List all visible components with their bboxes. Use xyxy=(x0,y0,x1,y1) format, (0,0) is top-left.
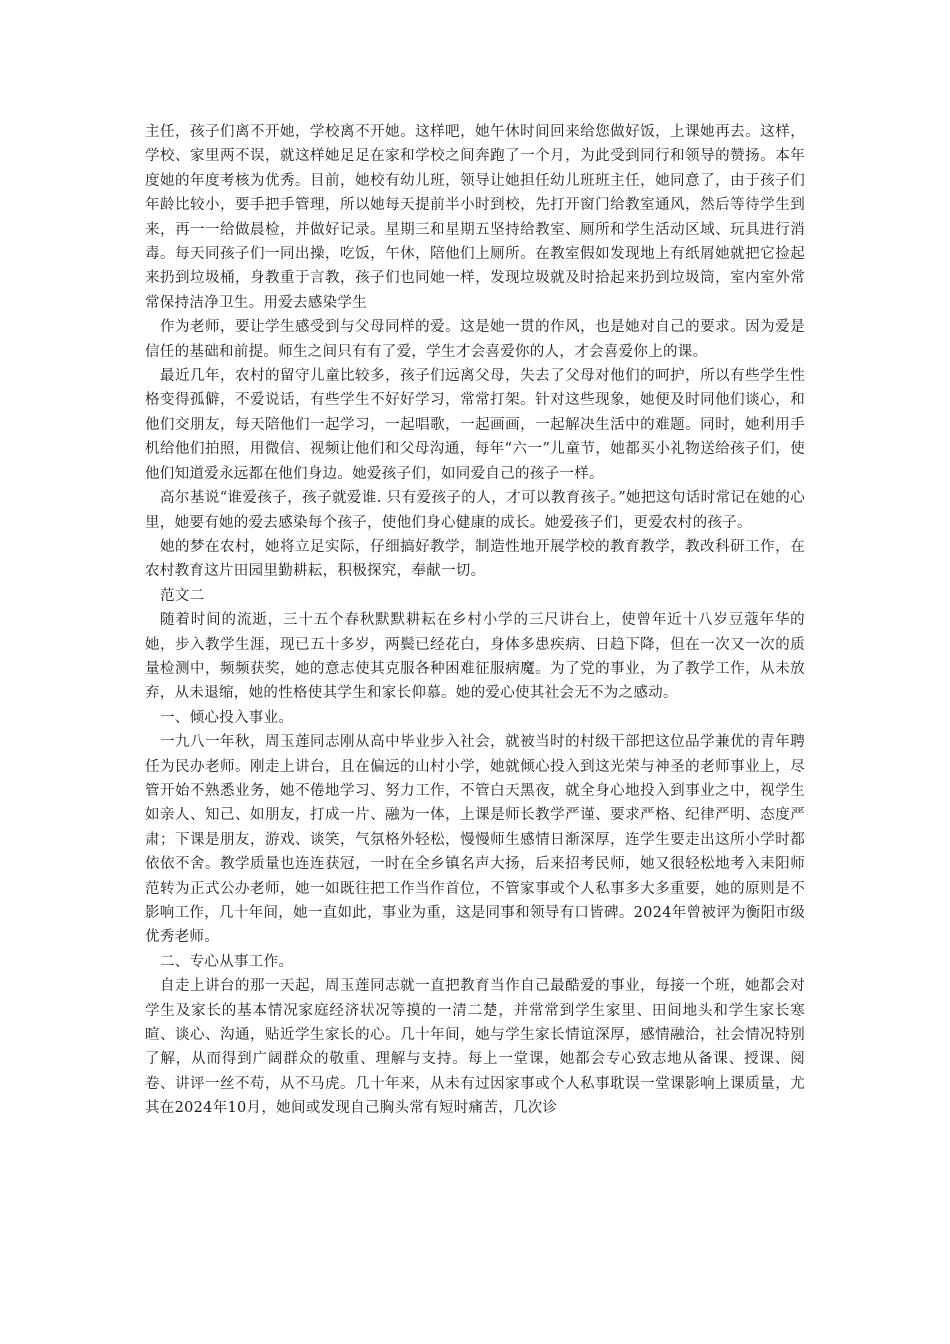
section-heading: 一、倾心投入事业。 xyxy=(160,709,294,726)
paragraph: 一九八一年秋，周玉莲同志刚从高中毕业步入社会，就被当时的村级干部把这位品学兼优的青年聘任为民办老师。刚走上讲台，且在偏远的山村小学，她就倾心投入到这光荣与神圣的老师事业上，尽管开始不熟悉业务，她不倦地学习、努力工作，不管白天黑夜，就全身心地投入到事业之中，视学生如亲人、知己、如朋友，打成一片、融为一体，上课是师长教学严谨、要求严格、纪律严明、态度严肃；下课是朋友，游戏、谈笑，气氛格外轻松，慢慢师生感情日渐深厚，连学生要走出这所小学时都依依不舍。教学质量也连连获冠，一时在全乡镇名声大扬，后来招考民师，她又很轻松地考入耒阳师范转为正式公办老师，她一如既往把工作当作首位，不管家事或个人私事多大多重要，她的原则是不影响工作，几十年间，她一直如此，事业为重，这是同事和领导有口皆碑。2024年曾被评为衡阳市级优秀老师。 xyxy=(145,734,805,946)
paragraph: 随着时间的流逝，三十五个春秋默默耕耘在乡村小学的三尺讲台上，使曾年近十八岁豆蔻年华的她，步入教学生涯，现已五十多岁，两鬓已经花白，身体多患疾病、日趋下降，但在一次又一次的质量检测中，频频获奖，她的意志使其克服各种困难征服病魔。为了党的事业，为了教学工作，从未放弃，从未退缩，她的性格使其学生和家长仰慕。她的爱心使其社会无不为之感动。 xyxy=(145,612,805,702)
section-heading: 范文二 xyxy=(160,587,205,604)
section-heading: 二、专心从事工作。 xyxy=(160,953,294,970)
paragraph: 她的梦在农村，她将立足实际，仔细搞好教学，制造性地开展学校的教育教学，教改科研工作，在农村教育这片田园里勤耕耘，积极探究，奉献一切。 xyxy=(145,538,805,580)
paragraph: 主任，孩子们离不开她，学校离不开她。这样吧，她午休时间回来给您做好饭，上课她再去。这样，学校、家里两不误，就这样她足足在家和学校之间奔跑了一个月，为此受到同行和领导的赞扬。本年度她的年度考核为优秀。目前，她校有幼儿班，领导让她担任幼儿班班主任，她同意了，由于孩子们年龄比较小，要手把手管理，所以她每天提前半小时到校，先打开窗门给教室通风，然后等待学生到来，再一一给做晨检，并做好记录。星期三和星期五坚持给教室、厕所和学生活动区域、玩具进行消毒。每天同孩子们一同出操，吃饭，午休，陪他们上厕所。在教室假如发现地上有纸屑她就把它捡起来扔到垃圾桶，身教重于言教，孩子们也同她一样，发现垃圾就及时拾起来扔到垃圾筒，室内室外常常保持洁净卫生。用爱去感染学生 xyxy=(145,124,805,311)
paragraph: 最近几年，农村的留守儿童比较多，孩子们远离父母，失去了父母对他们的呵护，所以有些学生性格变得孤僻，不爱说话，有些学生不好好学习，常常打架。针对这些现象，她便及时同他们谈心，和他们交朋友，每天陪他们一起学习，一起唱歌，一起画画，一起解决生活中的难题。同时，她利用手机给他们拍照，用微信、视频让他们和父母沟通，每年“六一”儿童节，她都买小礼物送给孩子们，使他们知道爱永远都在他们身边。她爱孩子们，如同爱自己的孩子一样。 xyxy=(145,368,805,482)
paragraph: 作为老师，要让学生感受到与父母同样的爱。这是她一贯的作风，也是她对自己的要求。因为爱是信任的基础和前提。师生之间只有有了爱，学生才会喜爱你的人，才会喜爱你上的课。 xyxy=(145,319,805,360)
document-body xyxy=(145,120,805,1121)
paragraph: 自走上讲台的那一天起，周玉莲同志就一直把教育当作自己最酷爱的事业，每接一个班，她都会对学生及家长的基本情况家庭经济状况等摸的一清二楚，并常常到学生家里、田间地头和学生家长寒暄、谈心、沟通，贴近学生家长的心。几十年间，她与学生家长情谊深厚，感情融洽，社会情况特别了解，从而得到广阔群众的敬重、理解与支持。每上一堂课，她都会专心致志地从备课、授课、阅卷、讲评一丝不苟，从不马虎。几十年来，从未有过因家事或个人私事耽误一堂课影响上课质量，尤其在2024年10月，她间或发现自己胸头常有短时痛苦，几次诊 xyxy=(145,978,805,1117)
paragraph: 高尔基说“谁爱孩子，孩子就爱谁. 只有爱孩子的人，才可以教育孩子。”她把这句话时常记在她的心里，她要有她的爱去感染每个孩子，使他们身心健康的成长。她爱孩子们，更爱农村的孩子。 xyxy=(145,490,805,531)
